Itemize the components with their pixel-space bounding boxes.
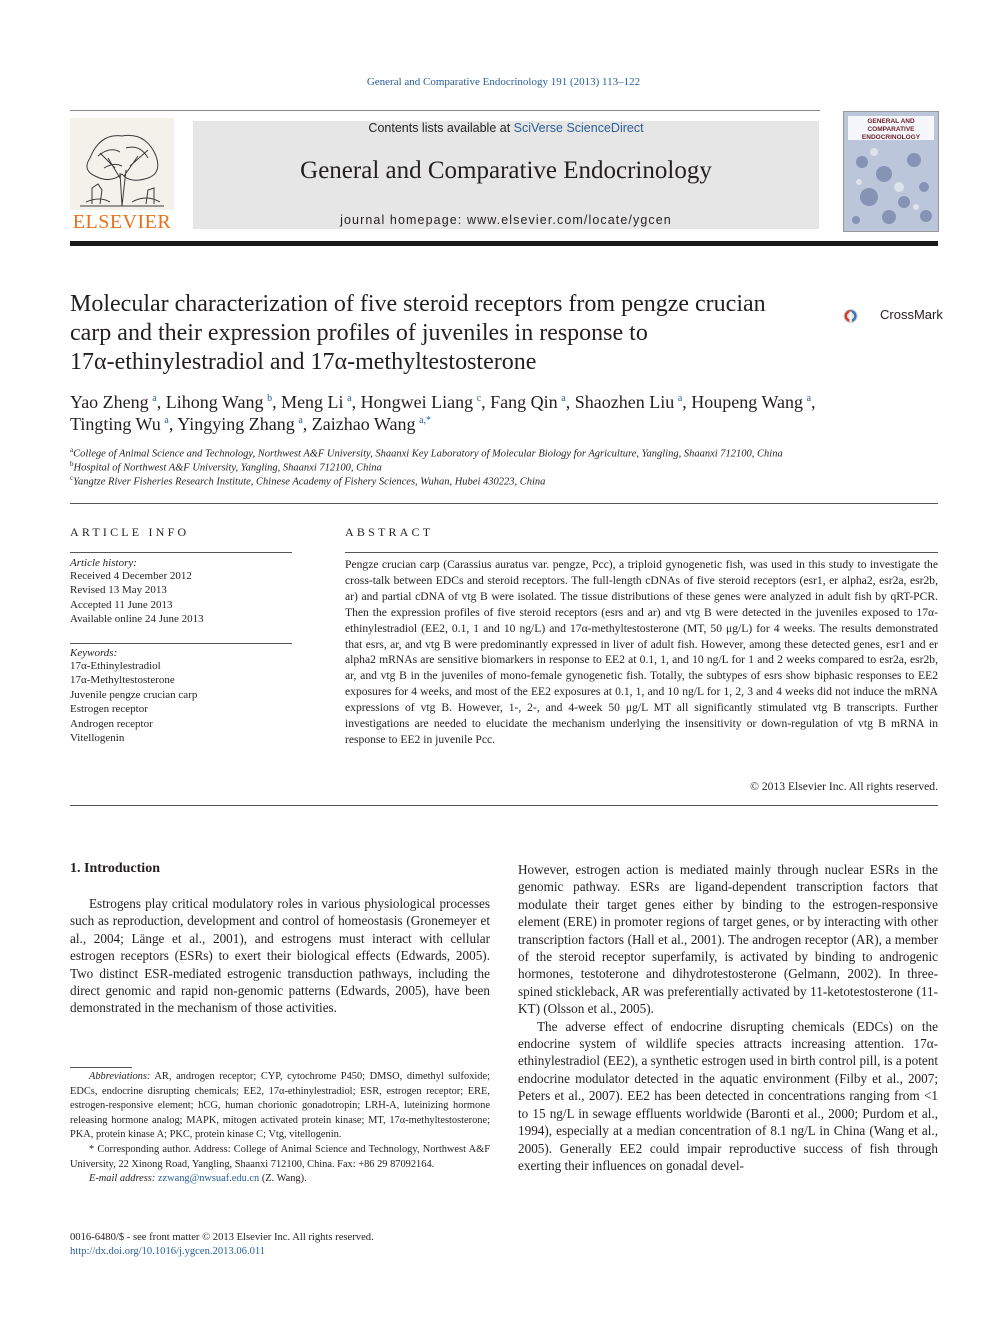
right-column-body — [518, 861, 938, 1174]
intro-paragraph: Estrogens play critical modulatory roles in various physiological processes such as reproduction, development and control of homeostasis (Gronemeyer et al., 2004; Länge et al., 2001), and estrogens must interact with cellular estrogen receptors (ESRs) to exert their biological effects (Edwards, 2005). Two distinct ESR-mediated estrogenic transduction pathways, including the direct genomic and rapid non-genomic patterns (Edwards, 2005), have been demonstrated in the mechanism of those activities. — [70, 896, 490, 1016]
footnotes — [70, 1070, 490, 1187]
keyword: Vitellogenin — [70, 732, 125, 745]
article-info-rule — [70, 552, 292, 553]
author-affiliation-mark[interactable]: a — [347, 393, 352, 404]
history-received: Received 4 December 2012 — [70, 570, 192, 582]
affiliation-mark: b — [70, 460, 74, 468]
abbreviations-footnote — [70, 1070, 490, 1143]
author-name[interactable]: Yao Zheng — [70, 392, 149, 412]
cover-title: GENERAL AND COMPARATIVE ENDOCRINOLOGY — [861, 118, 921, 141]
intro-paragraph: The adverse effect of endocrine disrupting chemicals (EDCs) on the endocrine system of wildlife species attracts increasing attention. 17α-ethinylestradiol (EE2), a synthetic estrogen used in birth control pill, is a potent endocrine modulator detected in the aquatic environment (Filby et al., 2007; Peters et al., 2007). EE2 has been detected in concentrations ranging from <1 to 15 ng/L in sewage effluents worldwide (Baronti et al., 2000; Purdom et al., 1994), especially at a median concentration of 8.1 ng/L in China (Wang et al., 2005). Generally EE2 could impair reproductive success of fish through exerting their influences on gonadal devel- — [518, 1018, 938, 1173]
author-affiliation-mark[interactable]: a,* — [419, 415, 432, 426]
affiliation-text: College of Animal Science and Technology, Northwest A&F University, Shaanxi Key Laboratory of Molecular Biology for Agriculture, Yangling, Shaanxi 712100, China — [73, 448, 783, 460]
author-name[interactable]: Shaozhen Liu — [574, 392, 675, 412]
author-name[interactable]: Zaizhao Wang — [311, 414, 416, 434]
abbreviations-label: Abbreviations: — [89, 1071, 151, 1082]
keyword: 17α-Methyltestosterone — [70, 674, 175, 687]
homepage-line — [193, 213, 819, 227]
author-name[interactable]: Hongwei Liang — [360, 392, 474, 412]
crossmark-label[interactable]: CrossMark — [880, 307, 943, 322]
keyword: Androgen receptor — [70, 717, 153, 730]
abstract-copyright: © 2013 Elsevier Inc. All rights reserved. — [750, 780, 938, 793]
author-affiliation-mark[interactable]: a — [561, 393, 566, 404]
author-list — [70, 391, 940, 435]
author-name[interactable]: Yingying Zhang — [177, 414, 295, 434]
author-affiliation-mark[interactable]: a — [298, 415, 303, 426]
homepage-link[interactable]: www.elsevier.com/locate/ygcen — [466, 213, 672, 227]
sciencedirect-link[interactable]: SciVerse ScienceDirect — [513, 121, 644, 135]
affiliation-c — [70, 474, 940, 488]
article-info-heading: ARTICLE INFO — [70, 525, 190, 539]
article-history — [70, 557, 292, 627]
abstract-text: Pengze crucian carp (Carassius auratus var. pengze, Pcc), a triploid gynogenetic fish, was used in this study to investigate the cross-talk between EDCs and steroid receptors. The full-length cDNAs of five steroid receptors (esr1, er alpha2, esr2a, esr2b, ar) and partial cDNA of vtg B were isolated. The tissue distributions of these genes were analyzed in adult fish by qRT-PCR. Then the expression profiles of five steroid receptors (esrs and ar) and vtg B were detected in the juveniles exposed to 17α-ethinylestradiol (EE2, 0.1, 1 and 10 ng/L) and 17α-methyltestosterone (MT, 50 μg/L) for 4 weeks. The results demonstrated that esrs, ar, and vtg B were predominantly expressed in liver of adult fish. However, among these detected genes, esr1 and er alpha2 mRNAs are sensitive biomarkers in response to EE2 at 0.1, 1, and 10 ng/L for 1 and 2 weeks compared to esr2a, esr2b, ar, and vtg B in the juveniles of mono-female gynogenetic fish. Totally, the subtypes of esrs show biphasic responses to EE2 exposures for 4 weeks, and most of the EE2 exposures at 0.1, 1, and 10 ng/L for 1, 2, 3 and 4 weeks did not induce the mRNA expressions of vtg B. However, 1-, 2-, and 4-week 50 μg/L MT all significantly stimulated vtg B transcripts. Further investigations are needed to elucidate the mechanism underlying the insensitivity or down-regulation of vtg B mRNA in response to EE2 in juvenile Pcc. — [345, 558, 938, 746]
author-affiliation-mark[interactable]: a — [164, 415, 169, 426]
author-name[interactable]: Fang Qin — [490, 392, 558, 412]
corresponding-footnote: * Corresponding author. Address: College of Animal Science and Technology, Northwest A&F University, 22 Xinong Road, Yangling, Shaanxi 712100, China. Fax: +86 29 87092164. — [70, 1143, 490, 1170]
author-affiliation-mark[interactable]: a — [677, 393, 683, 404]
doi-link[interactable]: http://dx.doi.org/10.1016/j.ygcen.2013.06.011 — [70, 1246, 266, 1258]
author-name[interactable]: Houpeng Wang — [691, 392, 803, 412]
author-affiliation-mark[interactable]: b — [267, 393, 273, 404]
affiliation-mark: a — [70, 446, 74, 454]
history-label: Article history: — [70, 557, 137, 569]
title-line-1: Molecular characterization of five steroid receptors from pengze crucian — [70, 291, 766, 317]
article-title — [70, 290, 830, 377]
author-affiliation-mark[interactable]: a — [806, 393, 812, 404]
abstract-heading: ABSTRACT — [345, 525, 434, 539]
intro-paragraph: However, estrogen action is mediated mainly through nuclear ESRs in the genomic pathway. ESRs are ligand-dependent transcription factors that modulate their target genes either by binding to the estrogen-responsive element (ERE) in promoter regions of target genes, or by interacting with other transcription factors (Hall et al., 2001). The androgen receptor (AR), a member of the steroid receptor superfamily, is activated by binding to androgenic hormones, testoterone and dihydrotestosterone (Gelmann, 2002). In three-spined stickleback, AR was preferentially activated by 11-ketotestosterone (11-KT) (Olsson et al., 2005). — [518, 862, 938, 1017]
keywords-rule — [70, 643, 292, 644]
keywords-label: Keywords: — [70, 647, 118, 659]
author-affiliation-mark[interactable]: a — [152, 393, 157, 404]
affiliation-mark: c — [70, 474, 74, 482]
email-link[interactable]: zzwang@nwsuaf.edu.cn — [157, 1173, 260, 1185]
affiliation-a — [70, 446, 940, 460]
history-accepted: Accepted 11 June 2013 — [70, 598, 173, 611]
author-line-2: Tingting Wu $^a$, Yingying Zhang $^a$, Zaizhao Wang $^{a,*}$ — [70, 414, 432, 434]
section-rule — [70, 503, 938, 504]
homepage-prefix: journal homepage: — [340, 213, 467, 227]
author-name[interactable]: Meng Li — [281, 392, 344, 412]
author-line-1: Yao Zheng $^a$, Lihong Wang $^b$, Meng Li $^a$, Hongwei Liang $^c$, Fang Qin $^a$, Shaozhen Liu $^a$, Houpeng Wang $^a$, — [70, 392, 816, 412]
keyword: Estrogen receptor — [70, 703, 148, 716]
title-line-2: carp and their expression profiles of juveniles in response to — [70, 320, 648, 346]
left-column-body — [70, 895, 490, 1017]
title-line-3: 17α-ethinylestradiol and 17α-methyltestosterone — [70, 349, 537, 375]
journal-cover-image[interactable] — [843, 111, 939, 232]
header-thick-rule — [70, 241, 938, 246]
history-online: Available online 24 June 2013 — [70, 613, 204, 626]
keywords-block — [70, 647, 292, 745]
header-rule — [70, 110, 820, 111]
abbreviations-text: AR, androgen receptor; CYP, cytochrome P450; DMSO, dimethyl sulfoxide; EDCs, endocrine disrupting chemicals; EE2, 17α-ethinylestradiol; ESR, estrogen receptor; ERE, estrogen-responsive element; hCG, human chorionic gonadotropin; LRH-A, luteinizing hormone releasing hormone analog; MAPK, mitogen activated protein kinase; MT, 17α-methyltestosterone; PKA, protein kinase A; PKC, protein kinase C; Vtg, vitellogenin. — [70, 1071, 490, 1141]
keyword: 17α-Ethinylestradiol — [70, 660, 161, 672]
introduction-heading: 1. Introduction — [70, 861, 160, 876]
author-affiliation-mark[interactable]: c — [476, 393, 482, 404]
email-footnote — [70, 1172, 490, 1187]
email-label: E-mail address: — [89, 1173, 156, 1185]
crossmark-icon[interactable] — [843, 297, 883, 335]
abstract-end-rule — [70, 805, 938, 806]
history-revised: Revised 13 May 2013 — [70, 584, 167, 597]
elsevier-wordmark[interactable]: ELSEVIER — [72, 211, 172, 233]
affiliation-b — [70, 460, 940, 474]
author-name[interactable]: Tingting Wu — [70, 414, 161, 434]
footnote-rule — [70, 1067, 132, 1068]
keyword: Juvenile pengze crucian carp — [70, 688, 198, 701]
contents-prefix: Contents lists available at — [368, 121, 514, 135]
affiliation-text: Yangtze River Fisheries Research Institute, Chinese Academy of Fishery Sciences, Wuhan, Hubei 430223, China — [73, 476, 546, 488]
issn-line: 0016-6480/$ - see front matter © 2013 Elsevier Inc. All rights reserved. — [70, 1232, 374, 1243]
bottom-info — [70, 1231, 490, 1260]
affiliation-text: Hospital of Northwest A&F University, Yangling, Shaanxi 712100, China — [73, 462, 382, 474]
email-suffix: (Z. Wang). — [261, 1173, 307, 1185]
journal-title: General and Comparative Endocrinology — [300, 157, 712, 184]
journal-citation[interactable]: General and Comparative Endocrinology 191 (2013) 113–122 — [366, 76, 641, 88]
author-name[interactable]: Lihong Wang — [165, 392, 264, 412]
contents-line — [193, 121, 819, 135]
abstract-rule — [345, 552, 938, 553]
